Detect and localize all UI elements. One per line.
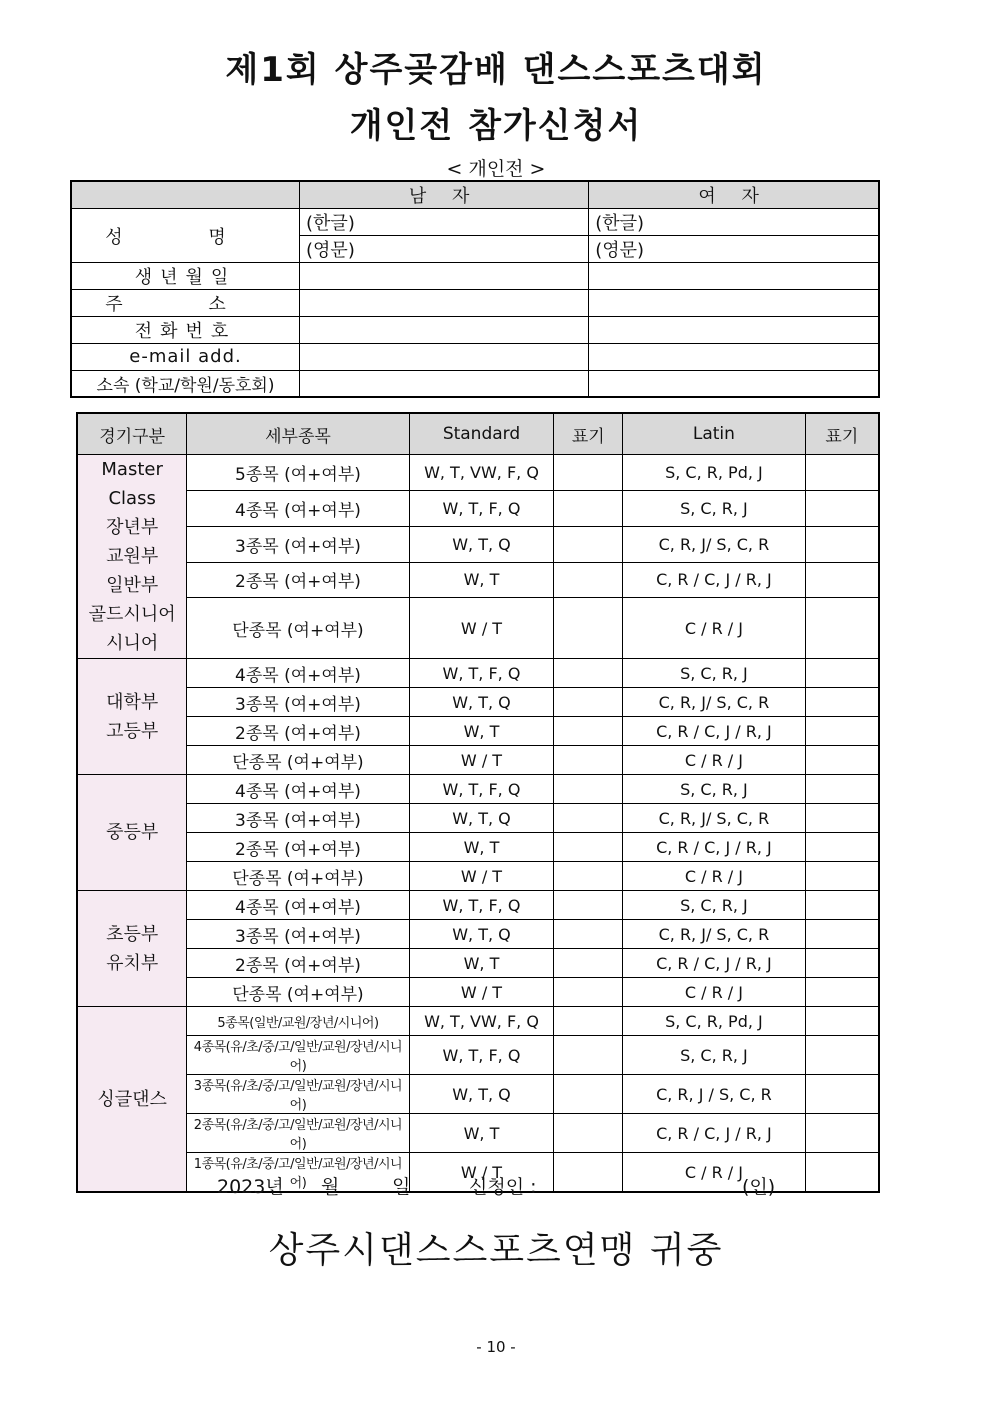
event-cell: 4종목 (여+여부) xyxy=(187,490,409,526)
table-row xyxy=(77,775,879,804)
event-cell: 2종목 (여+여부) xyxy=(187,833,409,862)
latin-mark-cell[interactable] xyxy=(805,891,879,920)
event-cell: 3종목 (여+여부) xyxy=(187,804,409,833)
latin-mark-cell[interactable] xyxy=(805,490,879,526)
latin-cell: C / R / J xyxy=(623,1153,805,1193)
page-number: - 10 - xyxy=(476,1338,516,1356)
standard-mark-cell[interactable] xyxy=(554,746,623,775)
table-row xyxy=(77,1114,879,1153)
table-row xyxy=(77,490,879,526)
recipient: 상주시댄스스포츠연맹 귀중 xyxy=(268,1230,724,1271)
standard-mark-cell[interactable] xyxy=(554,1114,623,1153)
male-name-korean-field[interactable]: (한글) xyxy=(300,209,589,236)
section-label: < 개인전 > xyxy=(446,158,546,180)
event-cell: 1종목(유/초/중/고/일반/교원/장년/시니어) xyxy=(187,1153,409,1193)
standard-mark-cell[interactable] xyxy=(554,775,623,804)
table-row xyxy=(77,1007,879,1036)
email-label: e-mail add. xyxy=(71,344,300,371)
latin-cell: C, R, J/ S, C, R xyxy=(623,920,805,949)
standard-cell: W, T, Q xyxy=(409,1075,554,1114)
phone-label: 전화번호 xyxy=(71,317,300,344)
latin-mark-cell[interactable] xyxy=(805,833,879,862)
table-row xyxy=(77,562,879,598)
standard-cell: W / T xyxy=(409,598,554,659)
latin-cell: S, C, R, Pd, J xyxy=(623,455,805,491)
standard-cell: W / T xyxy=(409,862,554,891)
latin-cell: C, R / C, J / R, J xyxy=(623,562,805,598)
standard-cell: W, T, VW, F, Q xyxy=(409,455,554,491)
event-cell: 2종목 (여+여부) xyxy=(187,717,409,746)
standard-cell: W / T xyxy=(409,978,554,1007)
event-cell: 5종목(일반/교원/장년/시니어) xyxy=(187,1007,409,1036)
standard-mark-cell[interactable] xyxy=(554,598,623,659)
standard-cell: W, T xyxy=(409,562,554,598)
latin-mark-cell[interactable] xyxy=(805,949,879,978)
table-row xyxy=(77,833,879,862)
col-event: 세부종목 xyxy=(187,413,409,455)
standard-cell: W, T xyxy=(409,833,554,862)
female-birthdate-field[interactable] xyxy=(589,263,879,290)
standard-mark-cell[interactable] xyxy=(554,804,623,833)
standard-mark-cell[interactable] xyxy=(554,978,623,1007)
category-label: 유치부 xyxy=(106,952,159,974)
event-cell: 3종목(유/초/중/고/일반/교원/장년/시니어) xyxy=(187,1075,409,1114)
standard-cell: W, T, F, Q xyxy=(409,775,554,804)
standard-cell: W, T, F, Q xyxy=(409,490,554,526)
category-label: 고등부 xyxy=(106,720,159,742)
event-cell: 4종목(유/초/중/고/일반/교원/장년/시니어) xyxy=(187,1036,409,1075)
standard-cell: W, T, F, Q xyxy=(409,659,554,688)
event-cell: 단종목 (여+여부) xyxy=(187,862,409,891)
standard-mark-cell[interactable] xyxy=(554,891,623,920)
table-row xyxy=(77,717,879,746)
male-affiliation-field[interactable] xyxy=(300,370,589,397)
standard-mark-cell[interactable] xyxy=(554,659,623,688)
latin-cell: C, R, J/ S, C, R xyxy=(623,688,805,717)
latin-cell: S, C, R, J xyxy=(623,1036,805,1075)
seal-mark: (인) xyxy=(742,1176,776,1198)
table-row xyxy=(77,455,879,491)
male-address-field[interactable] xyxy=(300,290,589,317)
standard-mark-cell[interactable] xyxy=(554,490,623,526)
event-cell: 4종목 (여+여부) xyxy=(187,659,409,688)
category-cell xyxy=(77,659,187,775)
event-cell: 단종목 (여+여부) xyxy=(187,598,409,659)
latin-cell: S, C, R, J xyxy=(623,490,805,526)
category-label: 일반부 xyxy=(106,575,159,596)
table-row xyxy=(77,1075,879,1114)
latin-cell: C, R / C, J / R, J xyxy=(623,1114,805,1153)
standard-cell: W, T xyxy=(409,949,554,978)
col-latin: Latin xyxy=(623,413,805,455)
latin-mark-cell[interactable] xyxy=(805,746,879,775)
standard-mark-cell[interactable] xyxy=(554,526,623,562)
table-row xyxy=(77,978,879,1007)
event-cell: 2종목 (여+여부) xyxy=(187,949,409,978)
standard-mark-cell[interactable] xyxy=(554,1153,623,1193)
male-name-english-field[interactable]: (영문) xyxy=(300,236,589,263)
event-cell: 3종목 (여+여부) xyxy=(187,920,409,949)
male-phone-field[interactable] xyxy=(300,317,589,344)
standard-cell: W / T xyxy=(409,746,554,775)
category-label: 교원부 xyxy=(106,546,159,567)
latin-mark-cell[interactable] xyxy=(805,1153,879,1193)
latin-mark-cell[interactable] xyxy=(805,688,879,717)
table-row xyxy=(77,746,879,775)
event-cell: 3종목 (여+여부) xyxy=(187,688,409,717)
latin-cell: S, C, R, J xyxy=(623,659,805,688)
latin-mark-cell[interactable] xyxy=(805,775,879,804)
category-label: 중등부 xyxy=(106,822,159,843)
standard-mark-cell[interactable] xyxy=(554,1007,623,1036)
standard-mark-cell[interactable] xyxy=(554,949,623,978)
latin-mark-cell[interactable] xyxy=(805,920,879,949)
events-table xyxy=(76,412,880,1193)
latin-mark-cell[interactable] xyxy=(805,804,879,833)
category-label: 초등부 xyxy=(106,923,159,945)
standard-mark-cell[interactable] xyxy=(554,862,623,891)
event-cell: 2종목 (여+여부) xyxy=(187,562,409,598)
col-category: 경기구분 xyxy=(77,413,187,455)
table-row xyxy=(77,526,879,562)
category-label: 장년부 xyxy=(106,517,159,538)
latin-mark-cell[interactable] xyxy=(805,455,879,491)
table-row xyxy=(77,920,879,949)
event-cell: 4종목 (여+여부) xyxy=(187,891,409,920)
table-row xyxy=(77,659,879,688)
col-latin-mark: 표기 xyxy=(805,413,879,455)
latin-cell: C, R / C, J / R, J xyxy=(623,717,805,746)
category-label: Master Class xyxy=(101,459,163,509)
female-header: 여 자 xyxy=(589,181,879,209)
applicant-info-table xyxy=(70,180,880,398)
standard-mark-cell[interactable] xyxy=(554,1075,623,1114)
latin-cell: C / R / J xyxy=(623,746,805,775)
female-name-korean-field[interactable]: (한글) xyxy=(589,209,879,236)
latin-mark-cell[interactable] xyxy=(805,717,879,746)
latin-cell: C / R / J xyxy=(623,978,805,1007)
latin-cell: C, R, J/ S, C, R xyxy=(623,804,805,833)
latin-mark-cell[interactable] xyxy=(805,1007,879,1036)
table-row xyxy=(77,891,879,920)
male-header: 남 자 xyxy=(300,181,589,209)
standard-cell: W, T, F, Q xyxy=(409,1036,554,1075)
female-affiliation-field[interactable] xyxy=(589,370,879,397)
name-label: 성 명 xyxy=(71,209,300,263)
event-cell: 단종목 (여+여부) xyxy=(187,746,409,775)
female-phone-field[interactable] xyxy=(589,317,879,344)
form-subtitle-title: 개인전 참가신청서 xyxy=(349,106,643,146)
standard-cell: W, T xyxy=(409,717,554,746)
standard-cell: W / T xyxy=(409,1153,554,1193)
female-address-field[interactable] xyxy=(589,290,879,317)
table-row xyxy=(77,862,879,891)
standard-cell: W, T, Q xyxy=(409,688,554,717)
latin-mark-cell[interactable] xyxy=(805,862,879,891)
latin-mark-cell[interactable] xyxy=(805,526,879,562)
event-cell: 3종목 (여+여부) xyxy=(187,526,409,562)
category-label: 대학부 xyxy=(106,691,159,713)
standard-mark-cell[interactable] xyxy=(554,833,623,862)
date-year: 2023년 xyxy=(217,1176,284,1198)
table-row xyxy=(77,1036,879,1075)
header-blank xyxy=(71,181,300,209)
event-cell: 5종목 (여+여부) xyxy=(187,455,409,491)
standard-mark-cell[interactable] xyxy=(554,1036,623,1075)
table-row xyxy=(77,804,879,833)
table-row xyxy=(77,688,879,717)
event-cell: 단종목 (여+여부) xyxy=(187,978,409,1007)
event-cell: 4종목 (여+여부) xyxy=(187,775,409,804)
event-cell: 2종목(유/초/중/고/일반/교원/장년/시니어) xyxy=(187,1114,409,1153)
standard-mark-cell[interactable] xyxy=(554,920,623,949)
standard-cell: W, T, F, Q xyxy=(409,891,554,920)
male-email-field[interactable] xyxy=(300,344,589,371)
latin-cell: S, C, R, J xyxy=(623,775,805,804)
latin-cell: C, R / C, J / R, J xyxy=(623,833,805,862)
latin-cell: C, R, J/ S, C, R xyxy=(623,526,805,562)
latin-cell: C, R, J / S, C, R xyxy=(623,1075,805,1114)
date-month: 월 xyxy=(321,1176,340,1198)
address-label: 주 소 xyxy=(71,290,300,317)
applicant-label: 신청인 : xyxy=(469,1176,537,1198)
female-name-english-field[interactable]: (영문) xyxy=(589,236,879,263)
category-cell xyxy=(77,775,187,891)
latin-mark-cell[interactable] xyxy=(805,598,879,659)
table-row xyxy=(77,949,879,978)
standard-mark-cell[interactable] xyxy=(554,717,623,746)
female-email-field[interactable] xyxy=(589,344,879,371)
category-label: 골드시니어 xyxy=(88,604,176,625)
table-row xyxy=(77,598,879,659)
standard-cell: W, T, Q xyxy=(409,804,554,833)
latin-mark-cell[interactable] xyxy=(805,1075,879,1114)
latin-cell: C, R / C, J / R, J xyxy=(623,949,805,978)
affiliation-label: 소속 (학교/학원/동호회) xyxy=(71,370,300,397)
category-label: 싱글댄스 xyxy=(97,1088,167,1110)
standard-mark-cell[interactable] xyxy=(554,455,623,491)
category-cell xyxy=(77,1007,187,1193)
standard-mark-cell[interactable] xyxy=(554,562,623,598)
standard-cell: W, T, Q xyxy=(409,920,554,949)
standard-cell: W, T, Q xyxy=(409,526,554,562)
latin-mark-cell[interactable] xyxy=(805,1114,879,1153)
latin-mark-cell[interactable] xyxy=(805,659,879,688)
latin-mark-cell[interactable] xyxy=(805,978,879,1007)
form-title: 제1회 상주곶감배 댄스스포츠대회 xyxy=(225,50,767,90)
latin-cell: S, C, R, Pd, J xyxy=(623,1007,805,1036)
standard-cell: W, T, VW, F, Q xyxy=(409,1007,554,1036)
latin-cell: C / R / J xyxy=(623,862,805,891)
category-cell xyxy=(77,455,187,659)
category-label: 시니어 xyxy=(106,633,159,654)
latin-cell: S, C, R, J xyxy=(623,891,805,920)
birthdate-label: 생년월일 xyxy=(71,263,300,290)
latin-cell: C / R / J xyxy=(623,598,805,659)
male-birthdate-field[interactable] xyxy=(300,263,589,290)
latin-mark-cell[interactable] xyxy=(805,562,879,598)
standard-cell: W, T xyxy=(409,1114,554,1153)
latin-mark-cell[interactable] xyxy=(805,1036,879,1075)
standard-mark-cell[interactable] xyxy=(554,688,623,717)
col-standard: Standard xyxy=(409,413,554,455)
date-day: 일 xyxy=(392,1176,411,1198)
category-cell xyxy=(77,891,187,1007)
col-standard-mark: 표기 xyxy=(554,413,623,455)
